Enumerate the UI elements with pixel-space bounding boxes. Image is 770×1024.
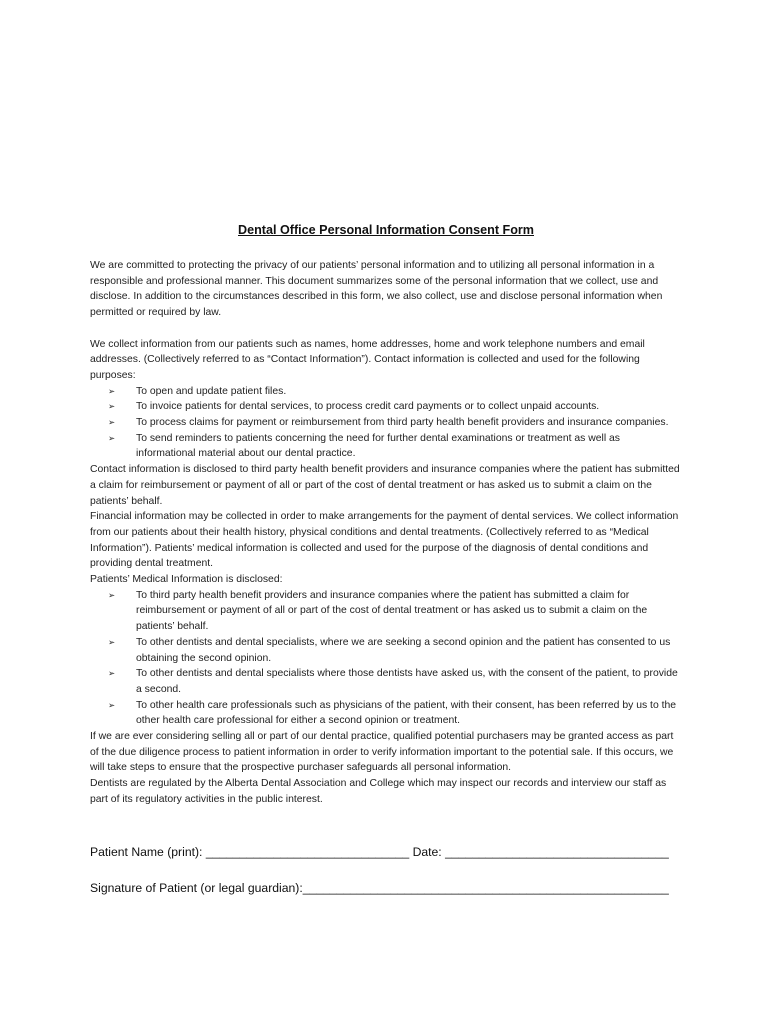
signature-field[interactable]: ______________________________________________________	[302, 880, 669, 895]
signature-label: Signature of Patient (or legal guardian):	[90, 880, 303, 895]
list-item	[108, 698, 682, 729]
patient-name-row	[90, 844, 682, 860]
list-item-text: To send reminders to patients concerning the need for further dental examinations or treatment as well as informational material about our dental practice.	[136, 432, 621, 460]
arrow-bullet-icon: ➢	[108, 589, 116, 600]
contact-disclosure-paragraph: Contact information is disclosed to third party health benefit providers and insurance companies where the patient has submitted a claim for reimbursement or payment of all or part of the cost of dental treatment or has asked us to submit a claim on the patients’ behalf.	[90, 464, 680, 507]
arrow-bullet-icon: ➢	[108, 401, 116, 412]
medical-disclosed-heading: Patients’ Medical Information is disclosed:	[90, 574, 283, 586]
contact-purposes-list	[90, 384, 682, 463]
arrow-bullet-icon: ➢	[108, 636, 116, 647]
list-item-text: To invoice patients for dental services, to process credit card payments or to collect unpaid accounts.	[136, 401, 600, 413]
list-item-text: To other health care professionals such as physicians of the patient, with their consent, has been referred by us to the other health care professional for either a second opinion or treatment.	[136, 699, 677, 727]
patient-name-field[interactable]: ______________________________	[205, 844, 410, 859]
list-item-text: To other dentists and dental specialists, where we are seeking a second opinion and the patient has consented to us obtaining the second opinion.	[136, 636, 671, 664]
date-label: Date:	[412, 844, 442, 859]
arrow-bullet-icon: ➢	[108, 668, 116, 679]
sale-paragraph: If we are ever considering selling all or part of our dental practice, qualified potential purchasers may be granted access as part of the due diligence process to patient information in order to verify information important to the potential sale. If this occurs, we will take steps to ensure that the prospective purchaser safeguards all personal information.	[90, 731, 674, 774]
regulation-paragraph: Dentists are regulated by the Alberta Dental Association and College which may inspect our records and interview our staff as part of its regulatory activities in the public interest.	[90, 778, 667, 805]
financial-paragraph: Financial information may be collected in order to make arrangements for the payment of dental services. We collect information from our patients about their health history, physical conditions and dental treatments. (Collectively referred to as “Medical Information”). Patients’ medical information is collected and used for the purpose of the diagnosis of dental conditions and providing dental treatment.	[90, 511, 679, 570]
arrow-bullet-icon: ➢	[108, 432, 116, 443]
list-item	[108, 635, 682, 666]
list-item-text: To third party health benefit providers and insurance companies where the patient has submitted a claim for reimbursement or payment of all or part of the cost of dental treatment or has asked us to submit a claim on the patients’ behalf.	[136, 589, 648, 633]
document-body	[90, 223, 682, 896]
list-item-text: To open and update patient files.	[136, 385, 287, 397]
arrow-bullet-icon: ➢	[108, 699, 116, 710]
list-item-text: To process claims for payment or reimbursement from third party health benefit providers and insurance companies.	[136, 417, 669, 429]
list-item	[108, 415, 682, 431]
list-item-text: To other dentists and dental specialists where those dentists have asked us, with the consent of the patient, to provide a second.	[136, 668, 678, 695]
list-item	[108, 431, 682, 462]
medical-disclosures-list	[90, 588, 682, 729]
arrow-bullet-icon: ➢	[108, 385, 116, 396]
intro-paragraph: We are committed to protecting the privacy of our patients’ personal information and to utilizing all personal information in a responsible and professional manner. This document summarizes some of the personal information that we collect, use and disclose. In addition to the circumstances described in this form, we also collect, use and disclose personal information when permitted or required by law.	[90, 260, 663, 319]
patient-name-label: Patient Name (print):	[90, 844, 203, 859]
list-item	[108, 588, 682, 635]
list-item	[108, 399, 682, 415]
list-item	[108, 666, 682, 697]
contact-intro-paragraph: We collect information from our patients such as names, home addresses, home and work telephone numbers and email addresses. (Collectively referred to as “Contact Information”). Contact information is collected and used for the following purposes:	[90, 338, 645, 381]
date-field[interactable]: _________________________________	[445, 844, 669, 859]
signature-row-spacer	[90, 860, 682, 880]
arrow-bullet-icon: ➢	[108, 417, 116, 428]
paragraph-spacer	[90, 321, 682, 337]
signature-spacer	[90, 808, 682, 844]
list-item	[108, 384, 682, 400]
signature-row	[90, 880, 682, 896]
document-title: Dental Office Personal Information Consent Form	[238, 223, 534, 237]
